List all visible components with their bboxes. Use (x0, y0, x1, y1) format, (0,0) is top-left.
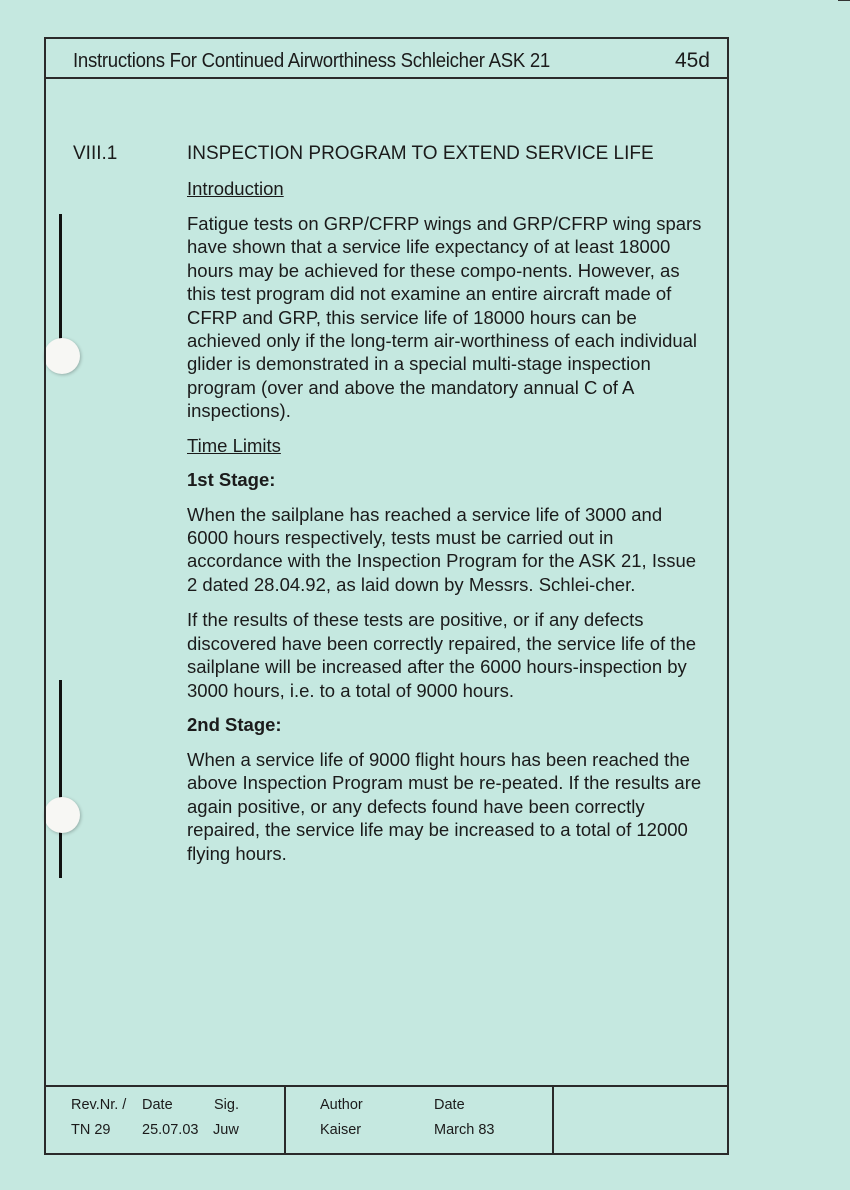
author-date-label: Date (434, 1097, 465, 1113)
section-number: VIII.1 (73, 143, 118, 164)
introduction-heading: Introduction (187, 178, 284, 199)
stage1-paragraph-2: If the results of these tests are positive, or if any defects discovered have been correctly repaired, the service life of the sailplane will be increased after the 6000 hours-inspection by 3000 hours, i.e. to a total of 9000 hours. (187, 609, 697, 701)
rev-date-label: Date (142, 1097, 173, 1113)
author-label: Author (320, 1097, 363, 1113)
stage1-paragraph-1: When the sailplane has reached a service life of 3000 and 6000 hours respectively, tests must be carried out in accordance with the Inspection Program for the ASK 21, Issue 2 dated 28.04.92, as laid down by Messrs. Schlei-cher. (187, 503, 697, 595)
section-body (187, 143, 707, 877)
revision-cell (46, 1087, 286, 1153)
rev-value: TN 29 (71, 1122, 111, 1138)
page-number: 45d (674, 49, 710, 72)
stage2-heading: 2nd Stage: (187, 713, 282, 735)
stage1-heading: 1st Stage: (187, 468, 276, 490)
edge-mark (838, 0, 850, 1)
stage2-paragraph: When a service life of 9000 flight hours has been reached the above Inspection Program must be re-peated. If the results are again positive, or any defects found have been correctly repaired, the service life may be increased to a total of 12000 flying hours. (187, 748, 702, 864)
sig-label: Sig. (214, 1097, 239, 1113)
time-limits-heading: Time Limits (187, 434, 281, 456)
page-header (46, 39, 727, 79)
blank-footer-cell (552, 1087, 727, 1153)
revision-footer (46, 1085, 727, 1153)
introduction-paragraph: Fatigue tests on GRP/CFRP wings and GRP/CFRP wing spars have shown that a service life expectancy of at least 18000 hours may be achieved for these compo-nents. However, as this test program did not examine an entire aircraft made of CFRP and GRP, this service life of 18000 hours can be achieved only if the long-term air-worthiness of each individual glider is demonstrated in a special multi-stage inspection program (over and above the mandatory annual C of A inspections). (187, 213, 702, 422)
author-cell (284, 1087, 554, 1153)
rev-label: Rev.Nr. / (71, 1097, 127, 1113)
section-title: INSPECTION PROGRAM TO EXTEND SERVICE LIFE (187, 143, 654, 164)
author-value: Kaiser (320, 1122, 362, 1138)
document-title: Instructions For Continued Airworthiness Schleicher ASK 21 (73, 50, 550, 72)
author-date-value: March 83 (434, 1122, 495, 1138)
sig-value: Juw (213, 1122, 239, 1138)
page-frame (44, 37, 729, 1155)
rev-date-value: 25.07.03 (142, 1122, 199, 1138)
